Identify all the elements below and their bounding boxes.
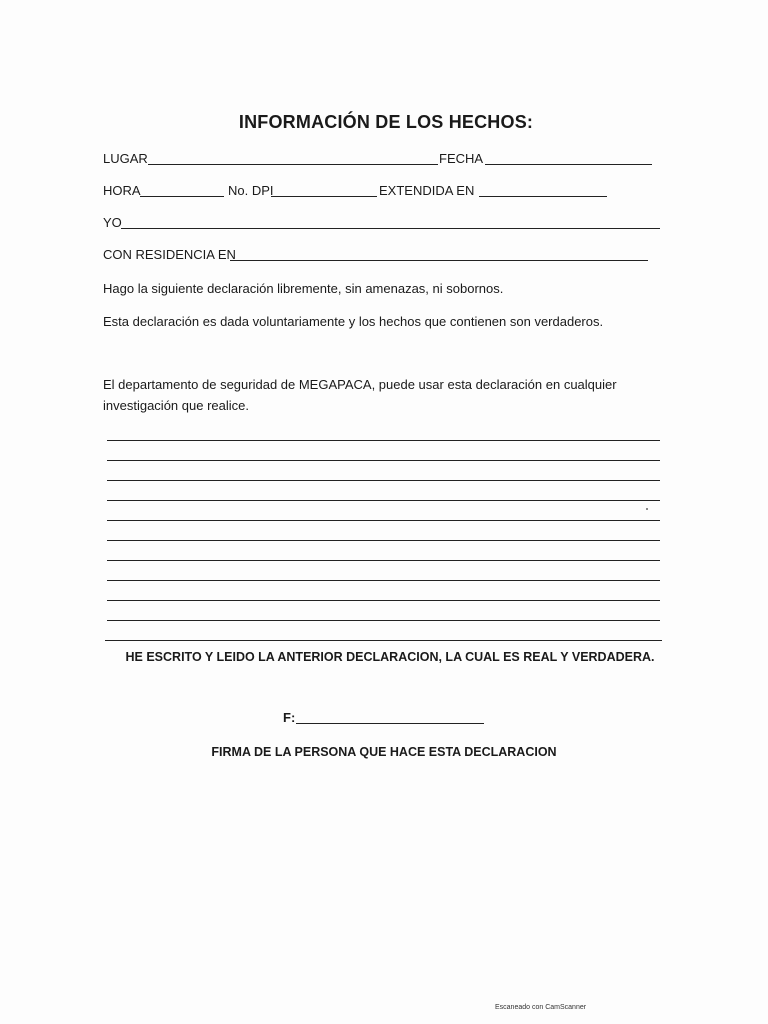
statement-free: Hago la siguiente declaración libremente, sin amenazas, ni sobornos. [103, 281, 504, 296]
field-dpi[interactable] [271, 196, 377, 197]
writing-line[interactable] [107, 480, 660, 481]
row-hora-dpi [103, 182, 623, 202]
writing-line[interactable] [107, 600, 660, 601]
document-title: INFORMACIÓN DE LOS HECHOS: [238, 112, 534, 132]
statement-voluntary: Esta declaración es dada voluntariamente y los hechos que contienen son verdaderos. [103, 314, 604, 329]
label-yo: YO [103, 215, 122, 230]
label-hora: HORA [103, 183, 141, 198]
security-line-1: El departamento de seguridad de MEGAPACA, puede usar esta declaración en cualquier [103, 377, 617, 392]
affirmation-text: HE ESCRITO Y LEIDO LA ANTERIOR DECLARACION, LA CUAL ES REAL Y VERDADERA. [125, 650, 655, 664]
field-yo[interactable] [121, 228, 660, 229]
label-dpi: No. DPI [228, 183, 274, 198]
scan-speck [646, 508, 648, 510]
label-lugar: LUGAR [103, 151, 148, 166]
field-residencia[interactable] [230, 260, 648, 261]
writing-line[interactable] [107, 620, 660, 621]
label-extendida: EXTENDIDA EN [379, 183, 475, 198]
field-hora[interactable] [140, 196, 224, 197]
label-fecha: FECHA [439, 151, 484, 166]
signature-label: F: [283, 710, 296, 725]
writing-line[interactable] [107, 460, 660, 461]
writing-line[interactable] [107, 440, 660, 441]
row-residencia [103, 246, 653, 266]
field-fecha[interactable] [485, 164, 652, 165]
writing-line[interactable] [107, 500, 660, 501]
writing-line[interactable] [107, 580, 660, 581]
field-lugar[interactable] [148, 164, 438, 165]
row-yo [103, 214, 663, 234]
row-lugar-fecha [103, 150, 663, 170]
field-extendida[interactable] [479, 196, 607, 197]
writing-line[interactable] [105, 640, 662, 641]
scanner-footer: Escaneado con CamScanner [495, 1004, 587, 1011]
label-residencia: CON RESIDENCIA EN [103, 247, 236, 262]
writing-line[interactable] [107, 540, 660, 541]
signature-field[interactable] [296, 723, 484, 724]
writing-line[interactable] [107, 560, 660, 561]
security-line-2: investigación que realice. [103, 398, 249, 413]
writing-line[interactable] [107, 520, 660, 521]
signature-caption: FIRMA DE LA PERSONA QUE HACE ESTA DECLARACION [211, 745, 557, 759]
